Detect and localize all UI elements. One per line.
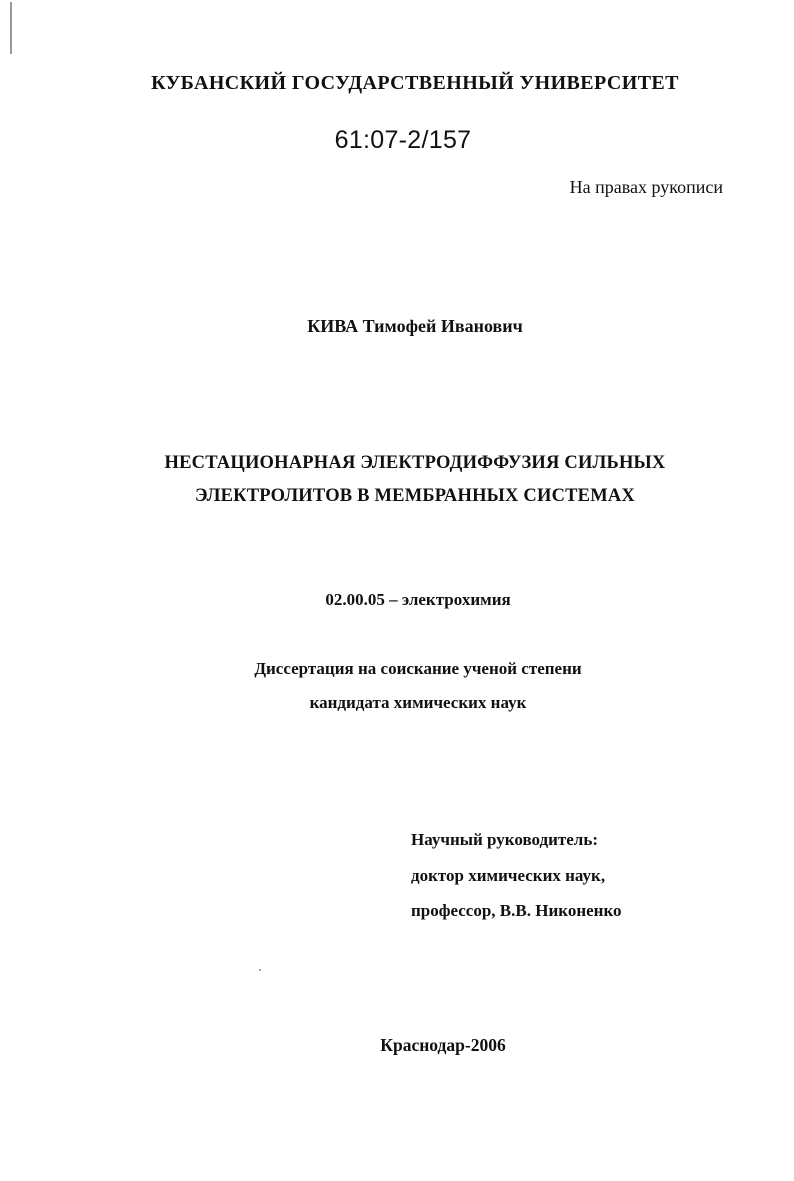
scan-edge-mark [10, 2, 12, 54]
specialty-code: 02.00.05 – электрохимия [325, 590, 511, 609]
rights-notice: На правах рукописи [569, 177, 723, 197]
thesis-title-line-2: ЭЛЕКТРОЛИТОВ В МЕМБРАННЫХ СИСТЕМАХ [195, 486, 635, 506]
degree-line-2: кандидата химических наук [309, 693, 527, 712]
degree-line-1: Диссертация на соискание ученой степени [254, 659, 582, 678]
author-name: КИВА Тимофей Иванович [307, 316, 523, 336]
university-name: КУБАНСКИЙ ГОСУДАРСТВЕННЫЙ УНИВЕРСИТЕТ [151, 72, 679, 94]
supervisor-name: профессор, В.В. Никоненко [411, 901, 622, 920]
supervisor-degree: доктор химических наук, [411, 866, 606, 885]
supervisor-label: Научный руководитель: [411, 830, 598, 849]
city-year: Краснодар-2006 [380, 1035, 506, 1055]
scan-speck [259, 969, 261, 971]
thesis-title-line-1: НЕСТАЦИОНАРНАЯ ЭЛЕКТРОДИФФУЗИЯ СИЛЬНЫХ [164, 453, 666, 473]
catalog-code: 61:07-2/157 [334, 126, 472, 154]
